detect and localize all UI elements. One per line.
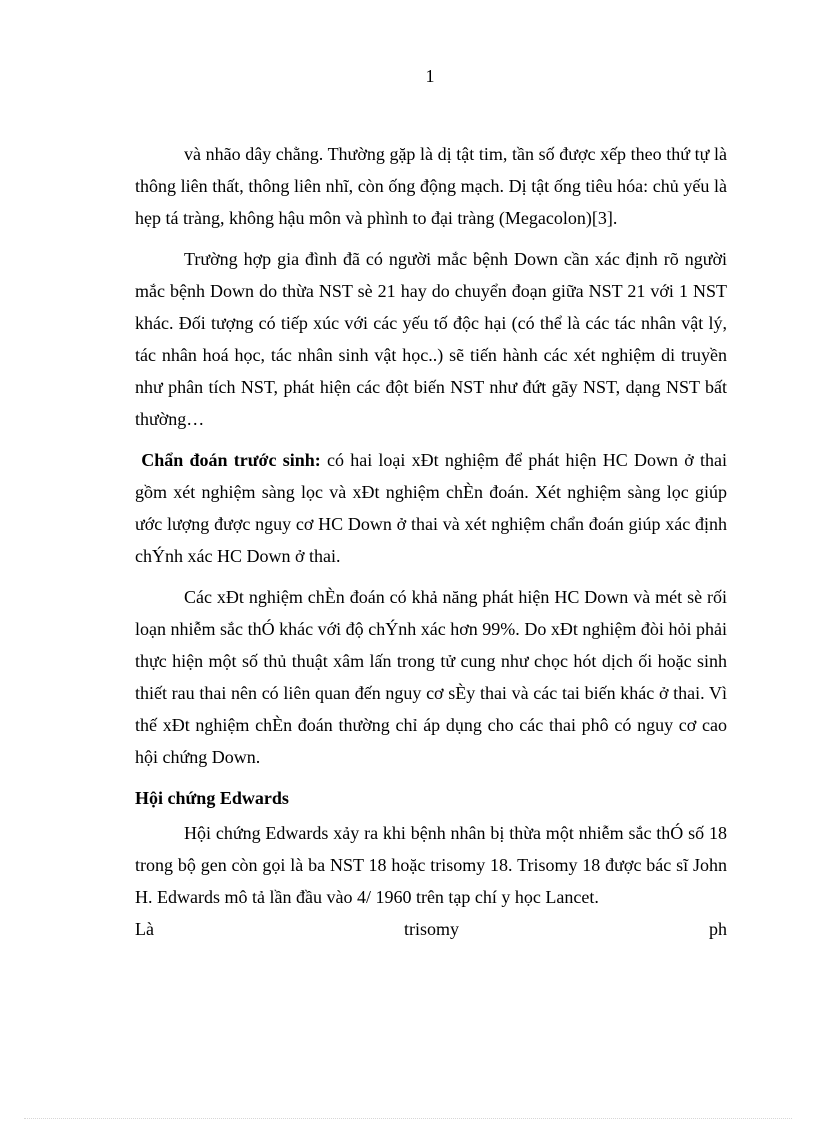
paragraph-edwards-intro: Hội chứng Edwards xảy ra khi bệnh nhân bị thừa một nhiễm sắc thÓ số 18 trong bộ gen còn gọi là ba NST 18 hoặc trisomy 18. Trisomy 18 được bác sĩ John H. Edwards mô tả lần đầu vào 4/ 1960 trên tạp chí y học Lancet. — [135, 823, 727, 907]
paragraph-family-history: Trường hợp gia đình đã có người mắc bệnh Down cần xác định rõ người mắc bệnh Down do thừa NST sè 21 hay do chuyển đoạn giữa NST 21 với 1 NST khác. Đối tượng có tiếp xúc với các yếu tố độc hại (có thể là các tác nhân vật lý, tác nhân hoá học, tác nhân sinh vật học..) sẽ tiến hành các xét nghiệm di truyền như phân tích NST, phát hiện các đột biến NST như đứt gãy NST, dạng NST bất thường… — [135, 249, 727, 429]
prenatal-diagnosis-body: có hai loại xÐt nghiệm để phát hiện HC Down ở thai gồm xét nghiệm sàng lọc và xÐt nghiệm chÈn đoán. Xét nghiệm sàng lọc giúp ước lượng được nguy cơ HC Down ở thai và xét nghiệm chẩn đoán giúp xác định chÝnh xác HC Down ở thai. — [135, 450, 727, 566]
truncated-last-line — [135, 913, 727, 945]
paragraph-prenatal-diagnosis — [135, 444, 727, 572]
last-line-word-3: ph — [709, 919, 727, 939]
document-body — [135, 138, 727, 945]
last-line-word-2: trisomy — [403, 919, 459, 939]
section-heading-edwards: Hội chứng Edwards — [135, 788, 289, 808]
prenatal-diagnosis-lead: Chẩn đoán trước sinh: — [141, 450, 321, 470]
last-line-word-1: Là — [135, 919, 154, 939]
page-bottom-rule — [24, 1118, 792, 1119]
paragraph-down-malformations: và nhão dây chằng. Thường gặp là dị tật tim, tần số được xếp theo thứ tự là thông liên thất, thông liên nhĩ, còn ống động mạch. Dị tật ống tiêu hóa: chủ yếu là hẹp tá tràng, không hậu môn và phình to đại tràng (Megacolon)[3]. — [135, 144, 727, 228]
paragraph-diagnostic-tests: Các xÐt nghiệm chÈn đoán có khả năng phát hiện HC Down và mét sè rối loạn nhiễm sắc thÓ khác với độ chÝnh xác hơn 99%. Do xÐt nghiệm đòi hỏi phải thực hiện một số thủ thuật xâm lấn trong tử cung như chọc hót dịch ối hoặc sinh thiết rau thai nên có liên quan đến nguy cơ sÈy thai và các tai biến khác ở thai. Vì thế xÐt nghiệm chÈn đoán thường chỉ áp dụng cho các thai phô có nguy cơ cao hội chứng Down. — [135, 587, 727, 767]
page-number: 1 — [425, 66, 435, 86]
